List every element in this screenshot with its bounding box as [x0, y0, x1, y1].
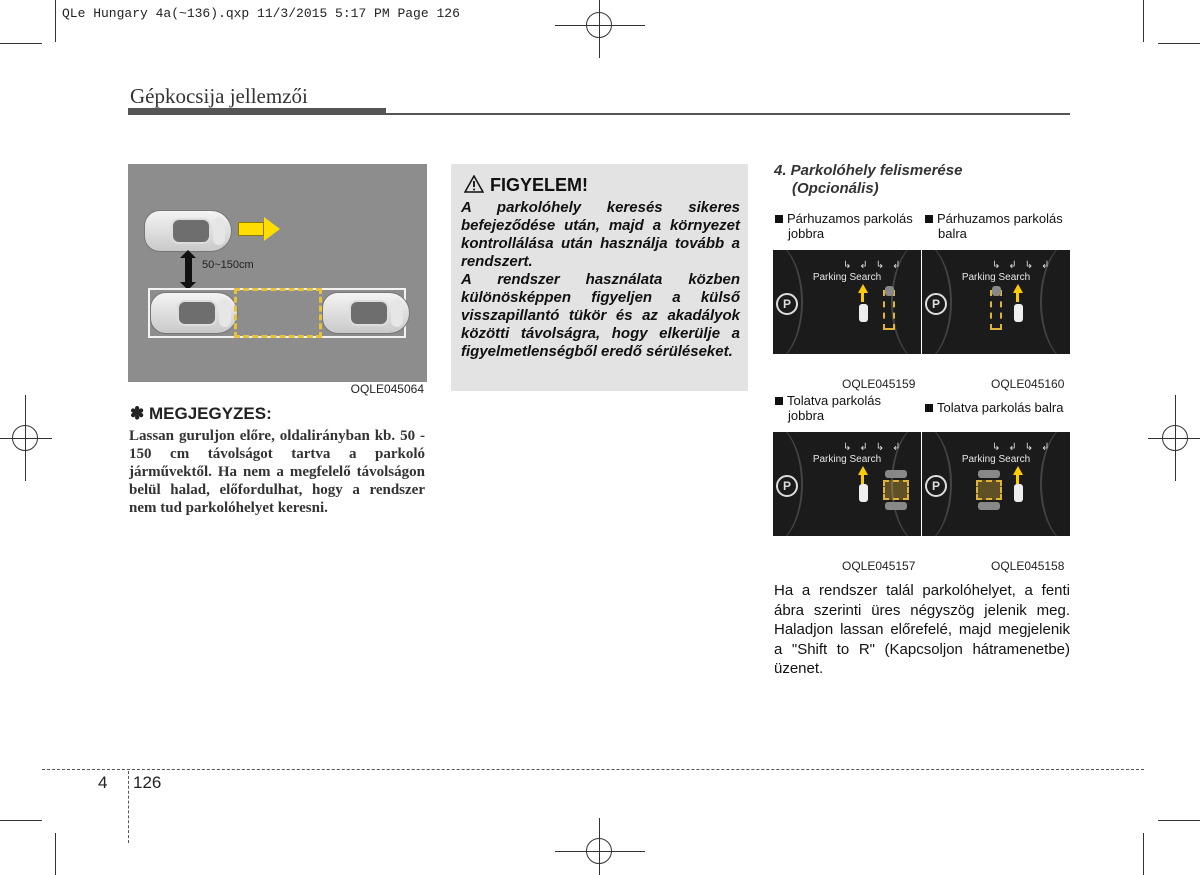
park-indicator-icon: P [925, 293, 947, 315]
figure-caption: Párhuzamos parkolás jobbra [775, 211, 920, 241]
title-rule [128, 108, 386, 115]
cluster-display [922, 432, 1070, 536]
figure-code: OQLE045064 [350, 382, 424, 396]
parked-car-right [322, 292, 410, 334]
cluster-display [773, 250, 921, 354]
footer-rule [42, 769, 1144, 770]
crop-mark [1143, 0, 1144, 42]
crop-mark [0, 820, 42, 821]
figure-code: OQLE045158 [991, 559, 1065, 573]
parking-search-label: Parking Search [961, 454, 1031, 465]
chapter-number: 4 [98, 773, 108, 792]
parking-mode-arrows-icon: ↳↲↳↲ [992, 442, 1058, 453]
parking-mode-arrows-icon: ↳↲↳↲ [843, 260, 909, 271]
park-indicator-icon: P [776, 475, 798, 497]
note-title: ✽ MEGJEGYZES: [130, 404, 272, 423]
park-indicator-icon: P [776, 293, 798, 315]
note-body: Lassan guruljon előre, oldalirányban kb. 50 - 150 cm távolságot tartva a parkoló járművektől. Ha nem a megfelelő távolságon belül halad, előfordulhat, hogy a rendszer nem tud parkolóhelyet keresni. [129, 428, 425, 516]
parking-mode-arrows-icon: ↳↲↳↲ [843, 442, 909, 453]
empty-parking-space [234, 288, 322, 338]
warning-paragraph: A rendszer használata közben különösképpen figyeljen a külső visszapillantó tükör és az akadályok közötti távolságra, hogy elkerülje a figyelmetlenségből eredő sérüléseket. [461, 271, 740, 360]
title-rule [386, 113, 1070, 115]
parking-mode-arrows-icon: ↳↲↳↲ [992, 260, 1058, 271]
cluster-display [773, 432, 921, 536]
parking-distance-figure [128, 164, 427, 397]
figure-caption: Tolatva parkolás balra [925, 400, 1070, 415]
moving-car [144, 210, 232, 252]
crop-mark [1143, 833, 1144, 875]
warning-title [464, 175, 588, 196]
crop-mark [55, 0, 56, 42]
subsection-title: 4. Parkolóhely felismerése (Opcionális) [774, 162, 963, 197]
cluster-display [922, 250, 1070, 354]
figure-code: OQLE045159 [842, 377, 916, 391]
figure-code: OQLE045157 [842, 559, 916, 573]
park-indicator-icon: P [925, 475, 947, 497]
crop-mark [55, 833, 56, 875]
section-title: Gépkocsija jellemzői [130, 84, 308, 108]
parking-search-label: Parking Search [812, 272, 882, 283]
warning-body [461, 199, 740, 361]
figure-caption: Párhuzamos parkolás balra [925, 211, 1070, 241]
warning-paragraph: A parkolóhely keresés sikeres befejeződése után, majd a környezet kontrollálása után használja tovább a rendszert. [461, 199, 740, 270]
parking-search-label: Parking Search [812, 454, 882, 465]
distance-arrow-icon [185, 256, 192, 282]
footer-rule [128, 771, 129, 843]
parked-car-left [150, 292, 238, 334]
warning-title-text: FIGYELEM! [490, 175, 588, 195]
figure-caption: Tolatva parkolás jobbra [775, 393, 920, 423]
crop-mark [1158, 43, 1200, 44]
print-header: QLe Hungary 4a(~136).qxp 11/3/2015 5:17 PM Page 126 [62, 6, 460, 21]
body-text: Ha a rendszer talál parkolóhelyet, a fenti ábra szerinti üres négyszög jelenik meg. Haladjon lassan előrefelé, majd megjelenik a "Shift to R" (Kapcsoljon hátramenetbe) üzenet. [774, 582, 1070, 677]
warning-triangle-icon [464, 175, 484, 193]
distance-label: 50~150cm [202, 259, 254, 271]
crop-mark [1158, 820, 1200, 821]
direction-arrow-icon [238, 222, 264, 236]
crop-mark [0, 43, 42, 44]
parking-search-label: Parking Search [961, 272, 1031, 283]
figure-code: OQLE045160 [991, 377, 1065, 391]
page-number: 126 [133, 773, 162, 792]
